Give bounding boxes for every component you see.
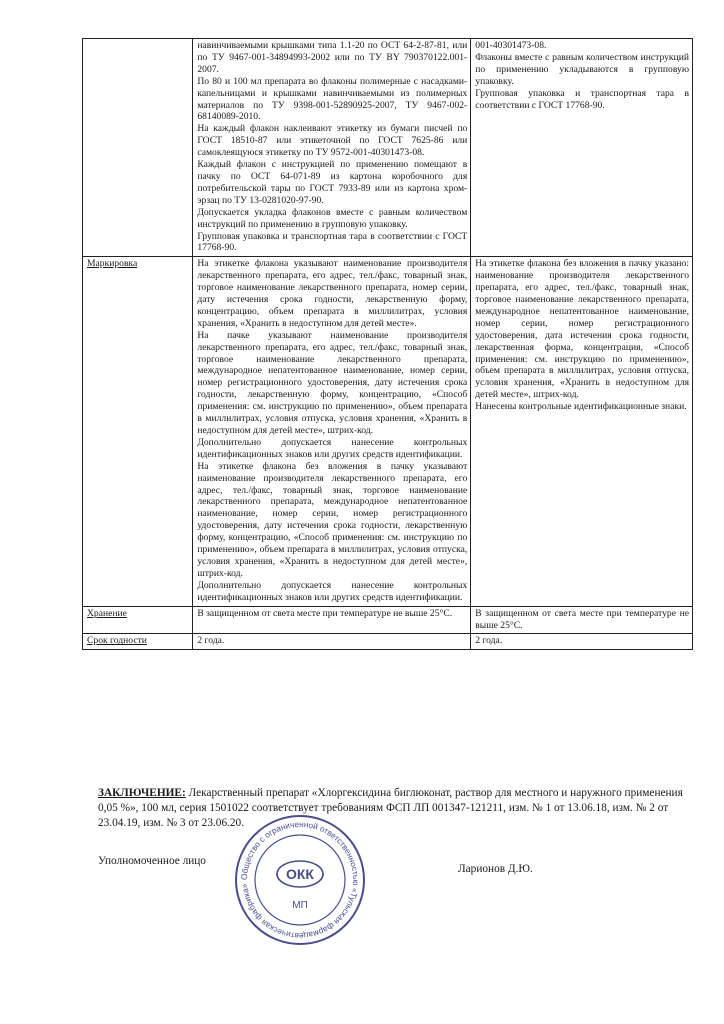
paragraph: На этикетке флакона без вложения в пачку указано: наименование производителя лекарственного препарата, его адрес, тел./факс, товарный знак, торговое наименование лекарственного препарата, международное непатентованное наименование, номер серии, номер регистрационного удостоверения, дата истечения срока годности, лекарственная форма, концентрация, «Способ применения: см. инструкцию по применению», объем препарата в миллилитрах, условия отпуска, условия хранения, «Хранить в недоступном для детей месте», штрих-код. — [475, 258, 689, 401]
seal-center-text: ОКК — [286, 866, 314, 882]
paragraph: навинчиваемыми крышками типа 1.1-20 по ОСТ 64-2-87-81, или по ТУ 9467-001-34894993-2002 или по ТУ BY 790370122.001-2007. — [197, 40, 468, 75]
paragraph: По 80 и 100 мл препарата во флаконы полимерные с насадками-капельницами и крышками навинчиваемыми из полимерных материалов по ТУ 9398-001-52890925-2007, ТУ 9467-002-68140089-2010. — [197, 75, 468, 123]
marking-requirements-cell — [193, 257, 471, 606]
packaging-requirements-cell — [193, 39, 471, 257]
paragraph: Дополнительно допускается нанесение контрольных идентификационных знаков или других средств идентификации. — [197, 436, 468, 460]
paragraph: Групповая упаковка и транспортная тара в соответствии с ГОСТ 17768-90. — [197, 230, 468, 254]
paragraph: На пачке указывают наименование производителя лекарственного препарата, его адрес, тел./факс, товарный знак, торговое наименование лекарственного препарата, международное непатентованное наименование, номер серии, номер регистрационного удостоверения, дату истечения срока годности, лекарственную форму, концентрацию, «Способ применения: см. инструкцию по применению», объем препарата в миллилитрах, условия отпуска, условия хранения, «Хранить в недоступном для детей месте», штрих-код. — [197, 329, 468, 436]
signatory-name: Ларионов Д.Ю. — [458, 863, 533, 875]
paragraph: Нанесены контрольные идентификационные знаки. — [475, 401, 687, 413]
table-row-shelf-life — [83, 634, 693, 650]
shelf-life-requirements-cell — [193, 634, 471, 650]
paragraph: Флаконы вместе с равным количеством инструкций по применению укладываются в групповую упаковку. — [475, 51, 689, 87]
row-label-shelf-life: Срок годности — [83, 634, 193, 650]
seal-ring-text: Общество с ограниченной ответственностью «Тульская фармацевтическая фабрика» — [239, 819, 361, 941]
paragraph: 2 года. — [475, 635, 503, 647]
conclusion — [98, 786, 698, 831]
table-row-packaging — [83, 39, 693, 257]
seal-mp-text: МП — [292, 900, 308, 911]
conclusion-title: ЗАКЛЮЧЕНИЕ: — [98, 787, 186, 799]
paragraph: Допускается укладка флаконов вместе с равным количеством инструкций по применению в групповую упаковку. — [197, 206, 468, 230]
paragraph: Каждый флакон с инструкцией по применению помещают в пачку по ОСТ 64-071-89 из картона коробочного для потребительской тары по ГОСТ 7933-89 или из картона хром-эрзац по ТУ 13-0281020-97-90. — [197, 159, 468, 206]
signatory-role: Уполномоченное лицо — [98, 855, 206, 867]
table-row-storage — [83, 606, 693, 634]
packaging-actual-cell — [471, 39, 693, 257]
conclusion-text: Лекарственный препарат «Хлоргексидина биглюконат, раствор для местного и наружного применения 0,05 %», 100 мл, серия 1501022 соответствует требованиям ФСП ЛП 001347-121211, изм. № 1 от 13.06.18, изм. № 2 от 23.04.19, изм. № 3 от 23.06.20. — [98, 787, 683, 829]
document-table — [82, 38, 693, 650]
paragraph: В защищенном от света месте при температуре не выше 25°С. — [197, 607, 453, 619]
shelf-life-actual-cell — [471, 634, 693, 650]
table-row-marking — [83, 257, 693, 606]
paragraph: На каждый флакон наклеивают этикетку из бумаги писчей по ГОСТ 18510-87 или этикеточной по ГОСТ 7625-86 или самоклеящуюся этикетку по ТУ 9572-001-40301473-08. — [197, 123, 468, 159]
row-label-storage: Хранение — [83, 606, 193, 634]
paragraph: 001-40301473-08. — [475, 40, 547, 51]
paragraph: Групповая упаковка и транспортная тара в соответствии с ГОСТ 17768-90. — [475, 87, 689, 111]
paragraph: Дополнительно допускается нанесение контрольных идентификационных знаков или других средств идентификации. — [197, 579, 468, 603]
row-label-packaging — [83, 39, 193, 257]
paragraph: На этикетке флакона без вложения в пачку указывают наименование производителя лекарственного препарата, его адрес, тел./факс, товарный знак, торговое наименование лекарственного препарата, международное непатентованное наименование, номер серии, номер регистрационного удостоверения, дату истечения срока годности, лекарственную форму, концентрацию, «Способ применения: см. инструкцию по применению», объем препарата в миллилитрах, условия отпуска, условия хранения, «Хранить в недоступном для детей месте», штрих-код. — [197, 460, 468, 579]
storage-requirements-cell — [193, 606, 471, 634]
paragraph: На этикетке флакона указывают наименование производителя лекарственного препарата, его адрес, тел./факс, товарный знак, торговое наименование лекарственного препарата, номер серии, дату истечения срока годности, лекарственную форму, концентрацию, объем препарата в миллилитрах, условия хранения, «Хранить в недоступном для детей месте». — [197, 258, 468, 329]
row-label-marking: Маркировка — [83, 257, 193, 606]
company-seal-stamp — [232, 812, 368, 948]
paragraph: В защищенном от света месте при температуре не выше 25°С. — [475, 607, 689, 631]
paragraph: 2 года. — [197, 635, 225, 647]
marking-actual-cell — [471, 257, 693, 606]
storage-actual-cell — [471, 606, 693, 634]
